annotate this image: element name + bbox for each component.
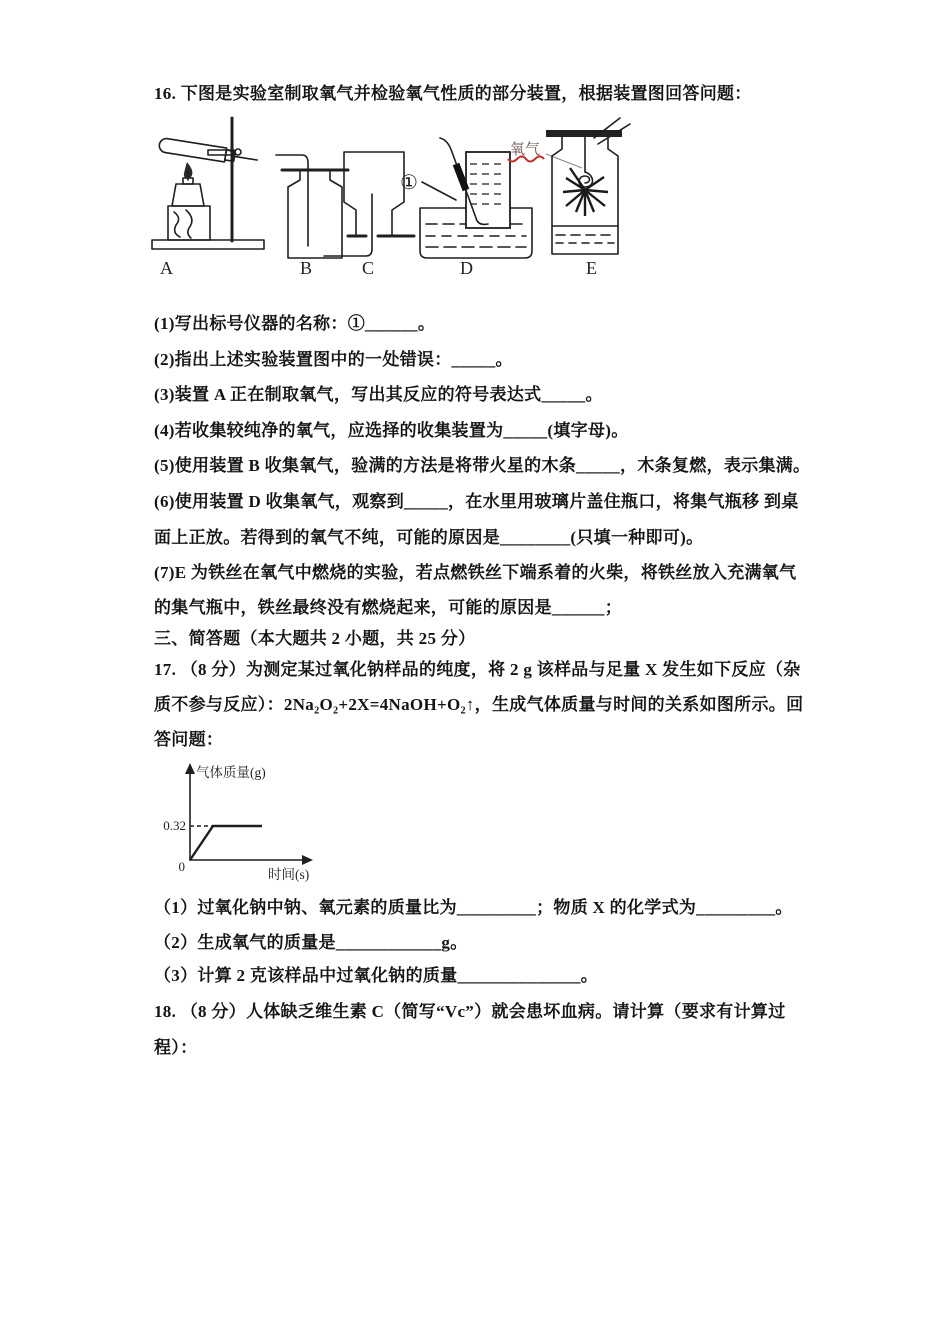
y-axis-arrow	[185, 763, 195, 774]
apparatus-a-illustration	[146, 110, 271, 258]
q16-sub-2: (2)指出上述实验装置图中的一处错误：_____。	[154, 350, 513, 369]
q17-sub-3: （3）计算 2 克该样品中过氧化钠的质量______________。	[154, 966, 598, 985]
q17-stem-line3: 答问题：	[154, 730, 224, 749]
q16-apparatus-figure	[140, 110, 830, 286]
apparatus-label-c: C	[362, 258, 375, 278]
data-curve	[190, 826, 262, 860]
q18-stem-line1: 18. （8 分）人体缺乏维生素 C（简写“Vc”）就会患坏血病。请计算（要求有计算过	[154, 1002, 786, 1021]
y-axis-label: 气体质量(g)	[196, 765, 266, 780]
q16-sub-4: (4)若收集较纯净的氧气，应选择的收集装置为_____(填字母)。	[154, 421, 629, 440]
apparatus-e-illustration	[508, 122, 638, 260]
apparatus-label-e: E	[586, 258, 597, 278]
q16-sub-7-line1: (7)E 为铁丝在氧气中燃烧的实验，若点燃铁丝下端系着的火柴，将铁丝放入充满氧气	[154, 563, 797, 582]
q16-sub-7-line2: 的集气瓶中，铁丝最终没有燃烧起来，可能的原因是______；	[154, 598, 622, 617]
q16-sub-5: (5)使用装置 B 收集氧气，验满的方法是将带火星的木条_____，木条复燃，表示集满。	[154, 456, 811, 475]
q16-sub-6-line1: (6)使用装置 D 收集氧气，观察到_____，在水里用玻璃片盖住瓶口，将集气瓶移 到桌	[154, 492, 799, 511]
apparatus-label-b: B	[300, 258, 313, 278]
origin-label: 0	[178, 859, 185, 874]
q16-sub-3: (3)装置 A 正在制取氧气，写出其反应的符号表达式_____。	[154, 385, 603, 404]
circle1-label: ①	[400, 172, 418, 194]
apparatus-label-d: D	[460, 258, 473, 278]
x-axis-arrow	[302, 855, 313, 865]
section3-header: 三、简答题（本大题共 2 小题，共 25 分）	[154, 629, 476, 648]
q17-stem-line1: 17. （8 分）为测定某过氧化钠样品的纯度，将 2 g 该样品与足量 X 发生如下反应（杂	[154, 660, 801, 679]
x-axis-label: 时间(s)	[268, 867, 310, 882]
apparatus-label-a: A	[160, 258, 173, 278]
q18-stem-line2: 程）：	[154, 1038, 198, 1057]
q17-sub-1: （1）过氧化钠中钠、氧元素的质量比为_________；物质 X 的化学式为_________。	[154, 898, 793, 917]
sparks	[563, 168, 608, 216]
oxygen-annotation: 氧气	[510, 142, 541, 158]
q16-sub-6-line2: 面上正放。若得到的氧气不纯，可能的原因是________(只填一种即可)。	[154, 528, 704, 547]
q16-stem: 16. 下图是实验室制取氧气并检验氧气性质的部分装置，根据装置图回答问题：	[154, 84, 752, 103]
y-tick-0-32: 0.32	[163, 818, 186, 833]
q17-sub-2: （2）生成氧气的质量是____________g。	[154, 933, 468, 952]
q17-stem-line2: 质不参与反应）：2Na₂O₂+2X=4NaOH+O₂↑，生成气体质量与时间的关系如图所示。回	[154, 695, 804, 714]
q17-gas-mass-time-graph	[156, 760, 346, 888]
q16-sub-1: (1)写出标号仪器的名称：①______。	[154, 314, 436, 333]
